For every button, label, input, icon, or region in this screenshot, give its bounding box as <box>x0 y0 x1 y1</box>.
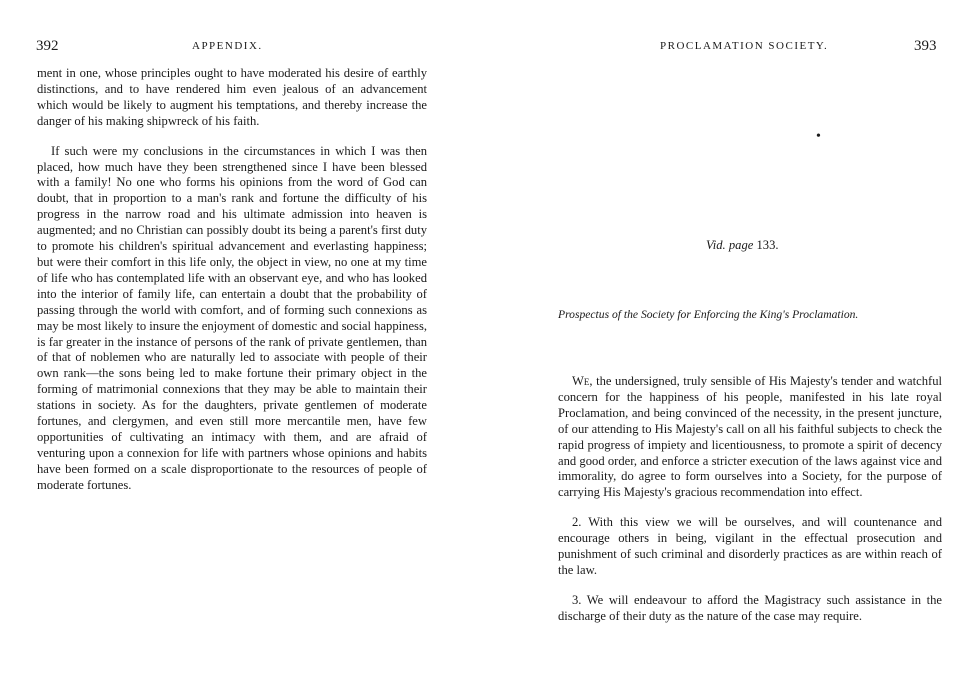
vid-label: Vid. page <box>706 238 754 252</box>
section-title: Prospectus of the Society for Enforcing the King's Proclamation. <box>558 308 859 321</box>
body-text <box>558 374 942 625</box>
vid-page: 133. <box>756 238 779 252</box>
paragraph: If such were my conclusions in the circumstances in which I was then placed, how much have they been strengthened since I have been blessed with a family! No one who forms his opinions from the word of God can doubt, that in proportion to a man's rank and fortune the difficulty of his progress in the narrow road and his ultimate admission into heaven is augmented; and no Christian can possibly doubt its being a parent's first duty to promote his children's spiritual advancement and everlasting happiness; but were their comfort in this life only, the object in view, no one at my time of life who has contemplated life with an observant eye, and who has looked into the interior of family life, can entertain a doubt that the probability of passing through the world with comfort, and of forming such connexions as may be most likely to insure the enjoyment of domestic and social happiness, is far greater in the instance of persons of the rank of private gentlemen, than of that of noblemen who are naturally led to associate with people of their own rank—the sons being led to make fortune their primary object in the forming of matrimonial connexions that they may be able to maintain their stations in society. As for the daughters, private gentlemen of moderate fortunes, and clergymen, and even still more mercantile men, have few opportunities of cultivating an intimacy with them, and are afraid of venturing upon a connexion for life with partners whose opinions and habits have been formed on a scale disproportionate to the resources of people of moderate fortunes. <box>37 143 427 492</box>
running-head: PROCLAMATION SOCIETY. <box>660 40 829 52</box>
paragraph: 3. We will endeavour to afford the Magistracy such assistance in the discharge of their duty as the nature of the case may require. <box>558 592 942 623</box>
first-word: We <box>572 374 590 388</box>
running-head: APPENDIX. <box>192 40 263 52</box>
paragraph: 2. With this view we will be ourselves, and will countenance and encourage others in being, vigilant in the effectual prosecution and punishment of such criminal and disorderly practices as are within reach of the law. <box>558 515 942 577</box>
page-number: 392 <box>36 38 59 54</box>
page-reference <box>706 238 779 253</box>
body-text <box>37 66 427 494</box>
paragraph-text: , the undersigned, truly sensible of His Majesty's tender and watchful concern for the happiness of his people, manifested in his late royal Proclamation, and being convinced of the necessity, in the present juncture, of our attending to His Majesty's call on all his faithful subjects to check the rapid progress of impiety and licentiousness, to promote a spirit of decency and good order, and enforce a stricter execution of the laws against vice and immorality, do agree to form ourselves into a Society, for the purpose of carrying His Majesty's gracious recommendation into effect. <box>558 374 942 500</box>
ink-mark: • <box>816 129 821 144</box>
paragraph: ment in one, whose principles ought to have moderated his desire of earthly distinctions, and to have rendered him even jealous of an advancement which would be likely to augment his temptations, and thereby increase the danger of his making shipwreck of his faith. <box>37 66 427 128</box>
paragraph <box>558 374 942 501</box>
right-page <box>490 0 980 691</box>
page-number: 393 <box>914 38 937 54</box>
